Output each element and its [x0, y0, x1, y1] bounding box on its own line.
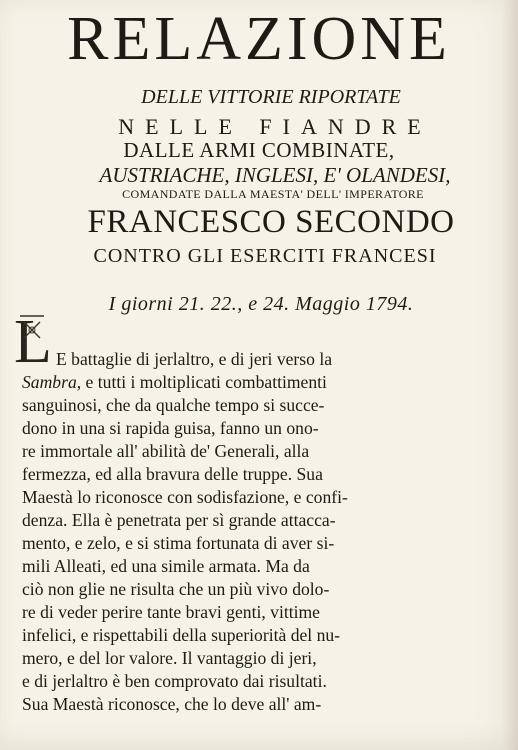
body-line-10: mili Alleati, ed una simile armata. Ma da: [22, 556, 310, 576]
subtitle-line-3: DALLE ARMI COMBINATE,: [123, 138, 395, 162]
emperor-name: FRANCESCO SECONDO: [87, 204, 455, 240]
initial-letter: L: [14, 308, 52, 376]
subtitle-line-2: NELLE FIANDRE: [118, 114, 432, 139]
body-line-4: dono in una si rapida guisa, fanno un ono-: [22, 418, 319, 438]
body-line-12: re di veder perire tante bravi genti, vittime: [22, 602, 320, 622]
body-line-2: Sambra, e tutti i moltiplicati combattimenti: [22, 372, 327, 392]
body-line-6: fermezza, ed alla bravura delle truppe. Sua: [22, 464, 323, 484]
body-line-7: Maestà lo riconosce con sodisfazione, e confi-: [22, 487, 348, 507]
body-line-1: E battaglie di jerlaltro, e di jeri verso la: [56, 349, 333, 369]
body-line-15: e di jerlaltro è ben comprovato dai risultati.: [22, 671, 327, 691]
body-line-8: denza. Ella è penetrata per sì grande attacca-: [22, 510, 336, 530]
subtitle-line-1: DELLE VITTORIE RIPORTATE: [141, 86, 401, 108]
body-line-9: mento, e zelo, e si stima fortunata di aver si-: [22, 533, 335, 553]
place-name-italic: Sambra: [22, 372, 77, 392]
body-line-5: re immortale all' abilità de' Generali, alla: [22, 441, 310, 461]
ornamental-initial: [14, 308, 52, 376]
subtitle-line-5: COMANDATE DALLA MAESTA' DELL' IMPERATORE: [122, 187, 424, 201]
subtitle-line-7: CONTRO GLI ESERCITI FRANCESI: [93, 245, 437, 267]
body-line-11: ciò non glie ne risulta che un più vivo dolo-: [22, 579, 330, 599]
page-edge-shadow: [502, 0, 518, 750]
document-title: RELAZIONE: [67, 5, 451, 73]
body-line-3: sanguinosi, che da qualche tempo si succe-: [22, 395, 325, 415]
initial-ornament-icon: [14, 312, 50, 372]
body-line-14: mero, e del lor valore. Il vantaggio di jeri,: [22, 648, 317, 668]
subtitle-line-4: AUSTRIACHE, INGLESI, E' OLANDESI,: [99, 163, 451, 187]
dateline: I giorni 21. 22., e 24. Maggio 1794.: [108, 293, 414, 315]
body-line-13: infelici, e rispettabili della superiorità del nu-: [22, 625, 341, 645]
body-line-16: Sua Maestà riconosce, che lo deve all' am-: [22, 694, 322, 714]
